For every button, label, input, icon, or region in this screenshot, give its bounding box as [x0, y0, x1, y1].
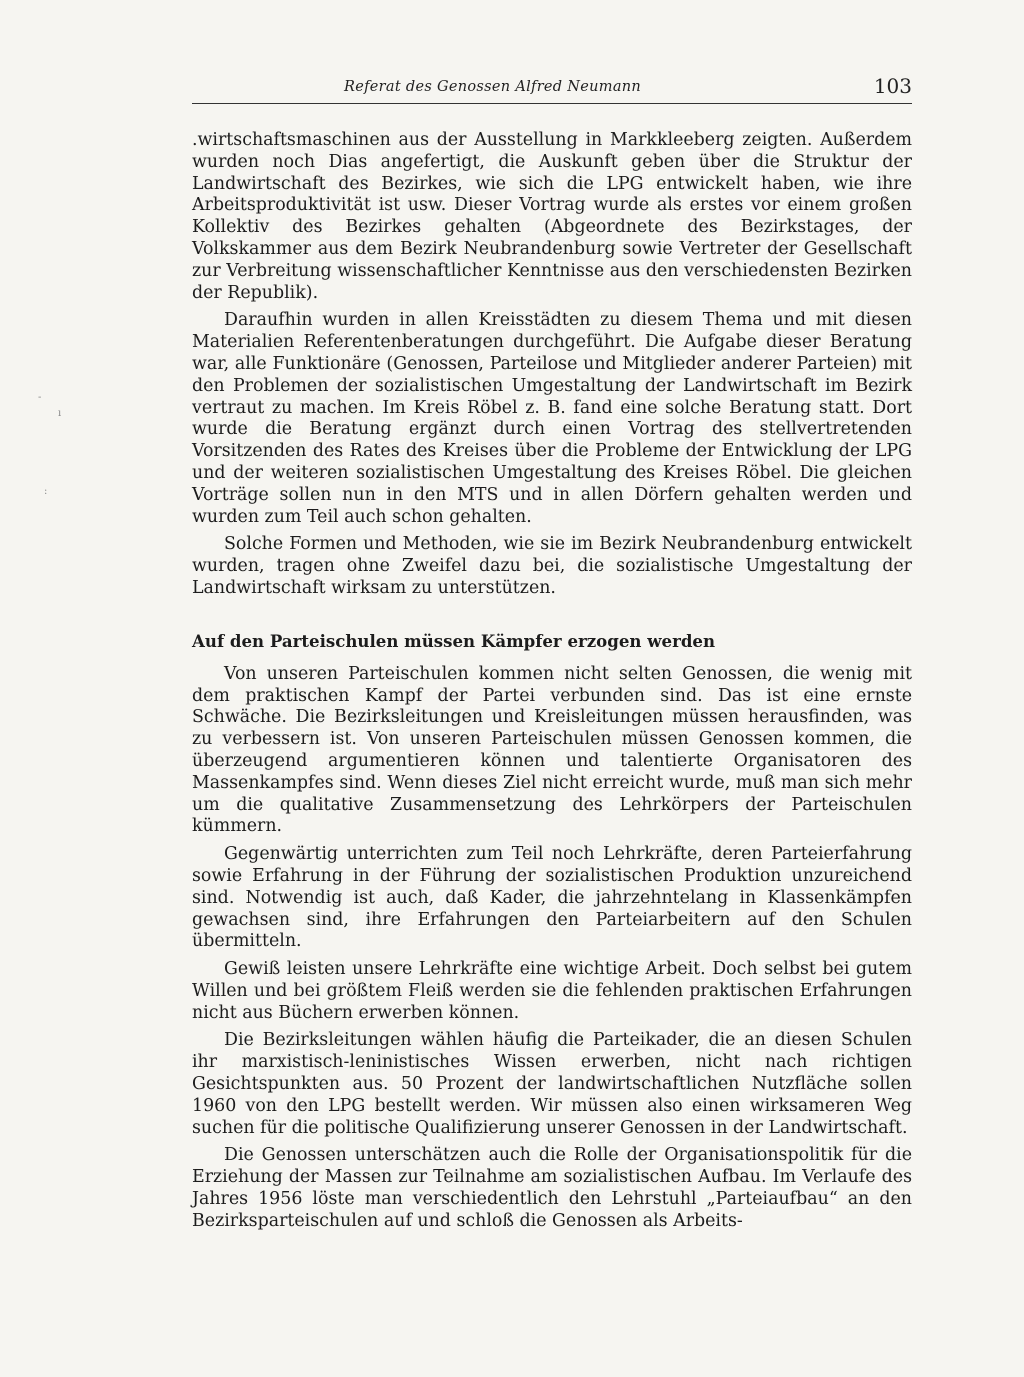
- section-heading: Auf den Parteischulen müssen Kämpfer erzogen werden: [192, 630, 716, 651]
- running-title: Referat des Genossen Alfred Neumann: [344, 79, 642, 95]
- paragraph: Daraufhin wurden in allen Kreisstädten zu diesem Thema und mit diesen Materialien Referentenberatungen durchgeführt. Die Aufgabe dieser Beratung war, alle Funktionäre (Genossen, Parteilose und Mitglieder anderer Parteien) mit den Problemen der sozialistischen Umgestaltung der Landwirtschaft im Bezirk vertraut zu machen. Im Kreis Röbel z. B. fand eine solche Beratung statt. Dort wurde die Beratung ergänzt durch einen Vortrag des stellvertretenden Vorsitzenden des Rates des Kreises über die Probleme der Entwicklung der LPG und der weiteren sozialistischen Umgestaltung des Kreises Röbel. Die gleichen Vorträge sollen nun in den MTS und in allen Dörfern gehalten werden und wurden zum Teil auch schon gehalten.: [192, 310, 912, 527]
- margin-speck: :: [44, 486, 48, 497]
- paragraph: Solche Formen und Methoden, wie sie im Bezirk Neubrandenburg entwickelt wurden, tragen ohne Zweifel dazu bei, die sozialistische Umgestaltung der Landwirtschaft wirksam zu unterstützen.: [192, 534, 912, 598]
- margin-speck: ı: [58, 408, 62, 419]
- margin-speck: ‐: [38, 392, 42, 403]
- paragraph: Die Bezirksleitungen wählen häufig die Parteikader, die an diesen Schulen ihr marxistisch-leninistisches Wissen erwerben, nicht nach richtigen Gesichtspunkten aus. 50 Prozent der landwirtschaftlichen Nutzfläche sollen 1960 von den LPG bestellt werden. Wir müssen also einen wirksameren Weg suchen für die politische Qualifizierung unserer Genossen in der Landwirtschaft.: [192, 1030, 912, 1138]
- paragraph: Von unseren Parteischulen kommen nicht selten Genossen, die wenig mit dem praktischen Kampf der Partei verbunden sind. Das ist eine ernste Schwäche. Die Bezirksleitungen und Kreisleitungen müssen herausfinden, was zu verbessern ist. Von unseren Parteischulen müssen Genossen kommen, die überzeugend argumentieren können und talentierte Organisatoren des Massenkampfes sind. Wenn dieses Ziel nicht erreicht wurde, muß man sich mehr um die qualitative Zusammensetzung des Lehrkörpers der Parteischulen kümmern.: [192, 663, 912, 837]
- running-header: [192, 76, 912, 110]
- paragraph: Die Genossen unterschätzen auch die Rolle der Organisationspolitik für die Erziehung der Massen zur Teilnahme am sozialistischen Aufbau. Im Verlaufe des Jahres 1956 löste man verschiedentlich den Lehrstuhl „Parteiaufbau“ an den Bezirksparteischulen auf und schloß die Genossen als Arbeits-: [192, 1145, 912, 1231]
- header-rule: [192, 103, 912, 104]
- text-column: [192, 130, 912, 1233]
- paragraph: Gegenwärtig unterrichten zum Teil noch Lehrkräfte, deren Parteierfahrung sowie Erfahrung in der Führung der sozialistischen Produktion unzureichend sind. Notwendig ist auch, daß Kader, die jahrzehntelang in Klassenkämpfen gewachsen sind, ihre Erfahrungen den Parteiarbeitern auf den Schulen übermitteln.: [192, 844, 912, 952]
- paragraph: .wirtschaftsmaschinen aus der Ausstellung in Markkleeberg zeigten. Außerdem wurden noch Dias angefertigt, die Auskunft geben über die Struktur der Landwirtschaft des Bezirkes, wie sich die LPG entwickelt haben, wie ihre Arbeitsproduktivität ist usw. Dieser Vortrag wurde als erstes vor einem großen Kollektiv des Bezirkes gehalten (Abgeordnete des Bezirkstages, der Volkskammer aus dem Bezirk Neubrandenburg sowie Vertreter der Gesellschaft zur Verbreitung wissenschaftlicher Kenntnisse aus den verschiedensten Bezirken der Republik).: [192, 130, 912, 303]
- page-number: 103: [873, 74, 912, 98]
- paragraph: Gewiß leisten unsere Lehrkräfte eine wichtige Arbeit. Doch selbst bei gutem Willen und bei größtem Fleiß werden sie die fehlenden praktischen Erfahrungen nicht aus Büchern erwerben können.: [192, 959, 912, 1023]
